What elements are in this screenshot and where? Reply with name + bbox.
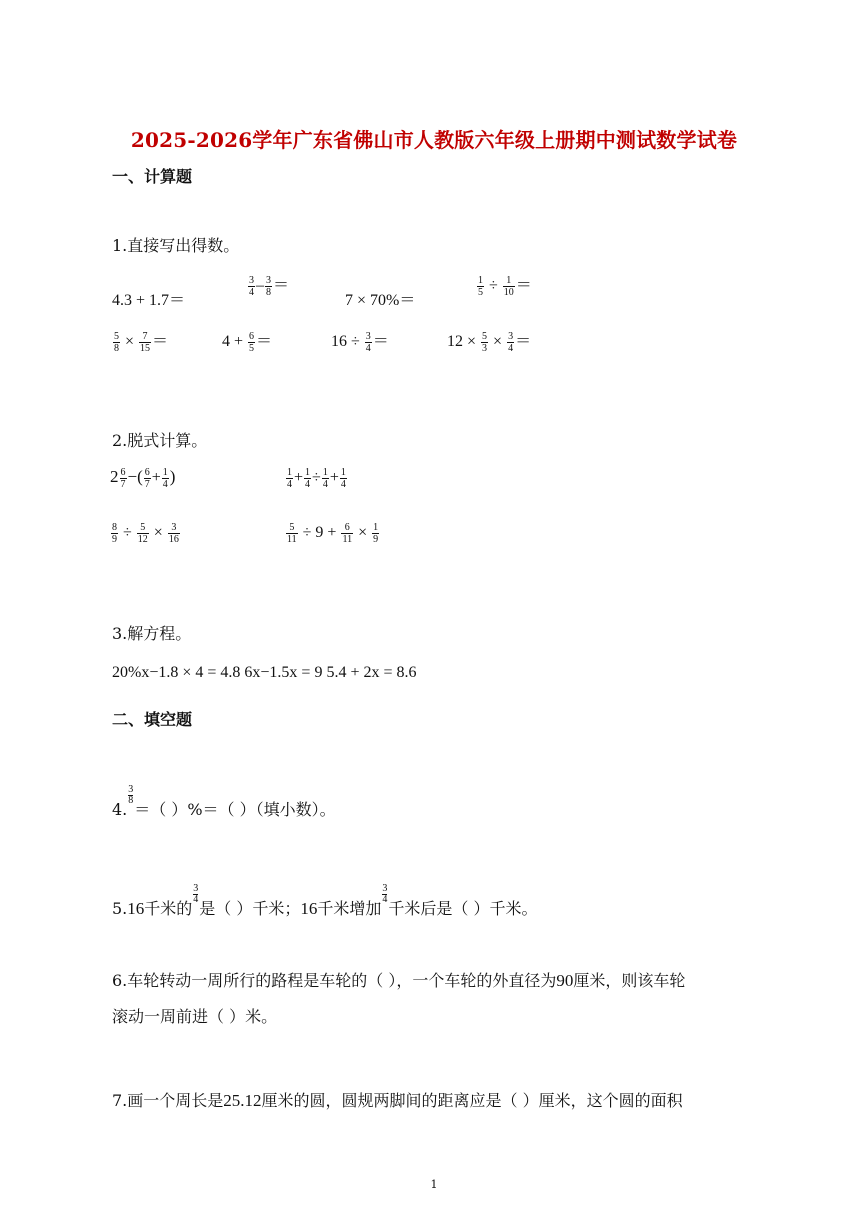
q2-expression-3: $\frac{8}{9}$ ÷ $\frac{5}{12}$ × $\frac{3}{16}$ [112, 522, 179, 545]
q1-item-f: 4 + $\frac{6}{5}$ ＝ [222, 330, 273, 354]
q2-expression-1: 2 $\frac{6}{7}$ −( $\frac{6}{7}$ + $\frac{1}{4}$ ) [110, 467, 176, 490]
question-5: 5.16千米的 $\frac{3}{4}$ 是（ ）千米；16千米增加 $\frac{3}{4}$ 千米后是（ ）千米。 [112, 883, 538, 918]
q1-item-a: 4.3 + 1.7＝ [112, 292, 186, 309]
section-heading-fill: 二、填空题 [112, 710, 193, 729]
question-7: 7.画一个周长是25.12厘米的圆，圆规两脚间的距离应是（ ）厘米，这个圆的面积 [112, 1091, 683, 1110]
section-heading-calc: 一、计算题 [112, 167, 193, 186]
q1-item-b: $\frac{3}{4}$ – $\frac{3}{8}$ ＝ [249, 274, 290, 298]
q1-item-g: 16 ÷ $\frac{3}{4}$ ＝ [331, 330, 389, 354]
question-1-label: 1.直接写出得数。 [112, 236, 240, 255]
page-number: 1 [430, 1178, 438, 1191]
q2-expression-4: $\frac{5}{11}$ ÷ 9 + $\frac{6}{11}$ × $\frac{1}{9}$ [287, 522, 379, 545]
question-2-label: 2.脱式计算。 [112, 431, 208, 450]
question-6-line-1: 6.车轮转动一周所行的路程是车轮的（ ），一个车轮的外直径为90厘米，则该车轮 [112, 971, 686, 990]
q1-item-d: $\frac{1}{5}$ ÷ $\frac{1}{10}$ ＝ [478, 274, 532, 298]
q1-item-c: 7 × 70%＝ [345, 292, 416, 309]
q1-item-h: 12 × $\frac{5}{3}$ × $\frac{3}{4}$ ＝ [447, 330, 532, 354]
question-6-line-2: 滚动一周前进（ ）米。 [112, 1007, 278, 1026]
q3-equations: 20%x−1.8 × 4 = 4.8 6x−1.5x = 9 5.4 + 2x = 8.6 [112, 664, 417, 681]
document-title: 2025-2026学年广东省佛山市人教版六年级上册期中测试数学试卷 [130, 128, 738, 152]
question-4: 4. $\frac{3}{8}$ ＝（ ）%＝（ ）（填小数）。 [112, 784, 336, 819]
q1-item-e: $\frac{5}{8}$ × $\frac{7}{15}$ ＝ [114, 330, 169, 354]
question-3-label: 3.解方程。 [112, 624, 192, 643]
q2-expression-2: $\frac{1}{4}$ + $\frac{1}{4}$ ÷ $\frac{1}{4}$ + $\frac{1}{4}$ [287, 467, 346, 490]
